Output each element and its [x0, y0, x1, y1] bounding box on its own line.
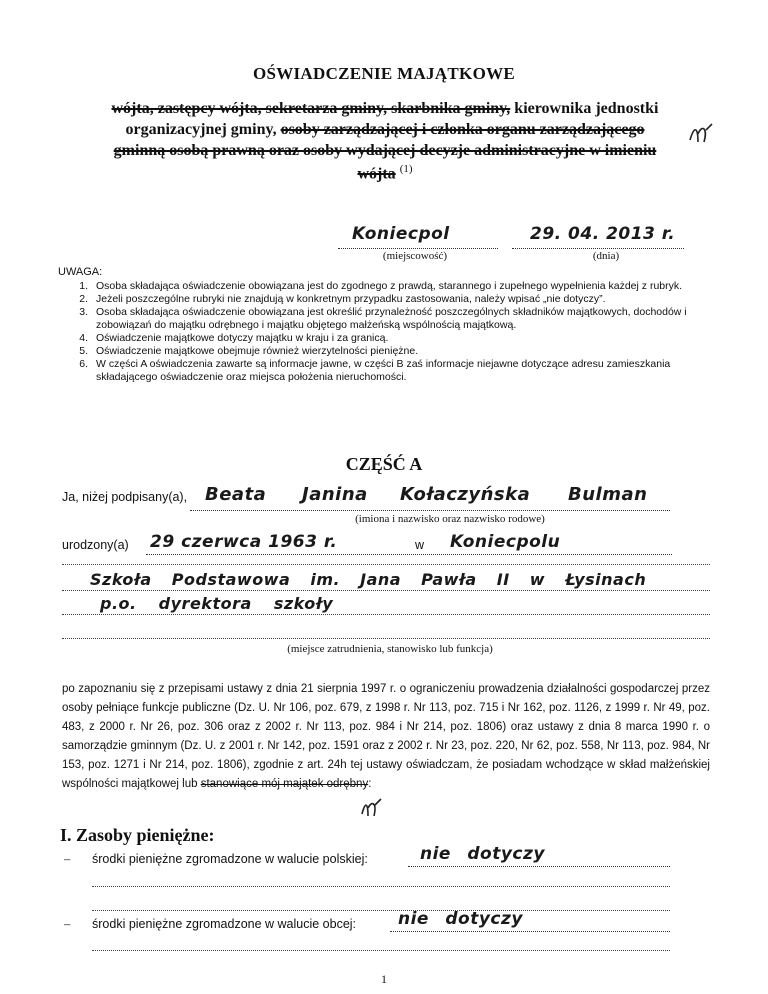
- item-1-field: [408, 866, 670, 867]
- name-hand-3: Kołaczyńska: [400, 484, 531, 505]
- item-2-value: nie dotyczy: [398, 909, 523, 929]
- document-title: OŚWIADCZENIE MAJĄTKOWE: [252, 64, 516, 83]
- work-value-1: Szkoła Podstawowa im. Jana Pawła II w Łysinach: [90, 570, 647, 589]
- work-value-2: p.o. dyrektora szkoły: [100, 594, 334, 613]
- page-number: 1: [381, 972, 387, 986]
- signer-label: Ja, niżej podpisany(a),: [62, 490, 188, 504]
- part-a-heading: CZĘŚĆ A: [345, 454, 423, 474]
- legal-last-plain: majątkowej lub: [121, 778, 201, 790]
- item-1-label: środki pieniężne zgromadzone w walucie polskiej:: [92, 852, 368, 866]
- initials-mark-icon: [686, 120, 716, 148]
- header-line-3: [60, 142, 710, 160]
- note-item: 6. W części A oświadczenia zawarte są informacje jawne, w części B zaś informacje niejawne dotyczące adresu zamieszkania składającego oświadczenie oraz miejsca położenia nieruchomości.: [79, 358, 671, 383]
- work-line-3: [62, 620, 710, 639]
- note-item: 4. Oświadczenie majątkowe dotyczy majątku w kraju i za granicą.: [79, 332, 389, 344]
- name-hand-4: Bulman: [568, 484, 648, 505]
- header-struck-text-3: gminną osobą prawną oraz osoby wydającej decyzje administracyjne w imieniu: [113, 142, 657, 159]
- dash-1: –: [64, 852, 71, 866]
- header-struck-text-1: wójta, zastępcy wójta, sekretarza gminy, skarbnika gminy,: [111, 100, 511, 117]
- header-text-1: kierownika jednostki: [510, 100, 659, 117]
- date-caption: (dnia): [592, 250, 620, 262]
- header-struck-text-4: wójta: [357, 165, 396, 183]
- legal-last-colon: :: [368, 778, 372, 790]
- header-struck-text-2: osoby zarządzającej i członka organu zarządzającego: [280, 121, 645, 138]
- notes-block: [58, 266, 712, 384]
- note-item: 5. Oświadczenie majątkowe obejmuje również wierzytelności pieniężne.: [79, 345, 419, 357]
- item-1-value: nie dotyczy: [420, 844, 545, 864]
- place-field: [338, 226, 498, 249]
- initials-mark-icon: [358, 796, 384, 820]
- item-2-field: [390, 931, 670, 932]
- date-field: [512, 226, 684, 249]
- notes-heading: UWAGA:: [58, 266, 103, 278]
- header-text-2: organizacyjnej gminy,: [125, 121, 281, 138]
- name-caption: (imiona i nazwisko oraz nazwisko rodowe): [355, 513, 545, 525]
- note-item: 2. Jeżeli poszczególne rubryki nie znajdują w konkretnym przypadku zastosowania, należy wpisać „nie dotyczy”.: [79, 293, 606, 305]
- legal-paragraph: [62, 680, 710, 794]
- dotted-line: [62, 548, 710, 565]
- name-hand-1: Beata: [205, 484, 267, 505]
- legal-text: po zapoznaniu się z przepisami ustawy z dnia 21 sierpnia 1997 r. o ograniczeniu prowadzenia działalności gospodarczej przez osoby pełniące funkcje publiczne (Dz. U. Nr 106, poz. 679, z 1998 r. Nr 113, poz. 715 i Nr 162, poz. 1126, z 1999 r. Nr 49, poz. 483, z 2000 r. Nr 26, poz. 306 oraz z 2002 r. Nr 113, poz. 984 i Nr 214, poz. 1806) oraz ustawy z dnia 8 marca 1990 r. o samorządzie gminnym (Dz. U. z 2001 r. Nr 142, poz. 1591 oraz z 2002 r. Nr 23, poz. 220, Nr 62, poz. 558, Nr 113, poz. 984, Nr 153, poz. 1271 i Nr 214, poz. 1806), zgodnie z art. 24h tej ustawy oświadczam, że posiadam wchodzące w skład małżeńskiej wspólności: [62, 683, 710, 790]
- header-line-1: [60, 100, 710, 118]
- born-place-value: Koniecpolu: [450, 532, 561, 552]
- in-label: w: [412, 538, 427, 552]
- place-value: Koniecpol: [352, 224, 450, 244]
- header-line-4: [60, 163, 710, 183]
- dash-2: –: [64, 917, 71, 931]
- note-item: 3. Osoba składająca oświadczenie obowiązana jest określić przynależność poszczególnych składników majątkowych, dochodów i zobowiązań do majątku odrębnego i majątku objętego małżeńską wspólnością majątkową.: [79, 306, 687, 331]
- born-date-value: 29 czerwca 1963 r.: [150, 532, 338, 552]
- work-caption: (miejsce zatrudnienia, stanowisko lub funkcja): [287, 643, 493, 655]
- note-item: 1. Osoba składająca oświadczenie obowiązana jest do zgodnego z prawdą, starannego i zupełnego wypełnienia każdej z rubryk.: [79, 280, 683, 292]
- legal-last-struck: stanowiące mój majątek odrębny: [200, 778, 369, 790]
- dotted-line: [92, 876, 670, 887]
- dotted-line: [92, 940, 670, 951]
- place-caption: (miejscowość): [382, 250, 448, 262]
- date-value: 29. 04. 2013 r.: [530, 224, 676, 244]
- footnote-mark: (1): [399, 163, 413, 175]
- born-label: urodzony(a): [62, 538, 129, 552]
- header-line-2: [60, 121, 710, 139]
- dotted-line: [92, 900, 670, 911]
- item-2-label: środki pieniężne zgromadzone w walucie obcej:: [92, 917, 357, 931]
- name-hand-2: Janina: [302, 484, 368, 505]
- section-1-heading: I. Zasoby pieniężne:: [60, 825, 215, 845]
